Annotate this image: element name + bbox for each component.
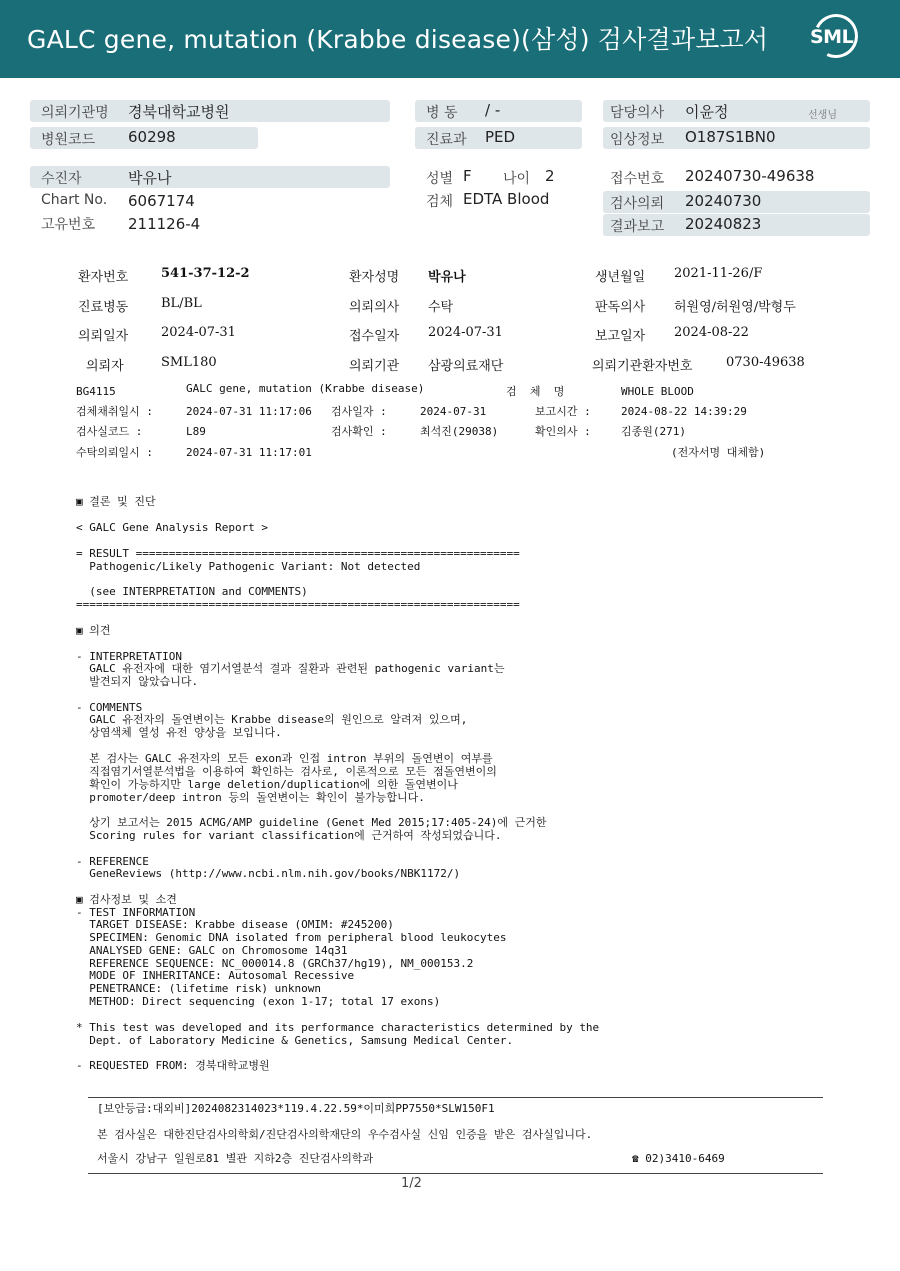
birth-label: 생년월일 (595, 270, 646, 285)
specimen-name-value: WHOLE BLOOD (621, 385, 694, 398)
collect-label: 검체채취일시 : (76, 405, 154, 418)
chart-no-value: 6067174 (128, 192, 195, 210)
birth-value: 2021-11-26/F (674, 266, 763, 281)
department-value: PED (485, 128, 516, 146)
confirm-value: 최석진(29038) (420, 425, 499, 438)
reference-line: GeneReviews (http://www.ncbi.nlm.nih.gov/books/NBK1172/) (76, 867, 461, 880)
esign-note: (전자서명 대체함) (671, 446, 766, 459)
interp-line-1: GALC 유전자에 대한 염기서열분석 결과 질환과 관련된 pathogenic variant는 (76, 662, 505, 675)
note-line-1: * This test was developed and its performance characteristics determined by the (76, 1021, 600, 1034)
comments-head: - COMMENTS (76, 701, 143, 714)
hospital-code-label: 병원코드 (41, 132, 96, 148)
department-label: 진료과 (426, 132, 467, 148)
test-name: GALC gene, mutation (Krabbe disease) (186, 382, 425, 395)
specimen-name-label: 검 체 명 (506, 385, 565, 398)
req-date-label: 의뢰일자 (78, 329, 129, 344)
test-info-line-6: PENETRANCE: (lifetime risk) unknown (76, 982, 322, 995)
requester-label: 의뢰자 (86, 359, 124, 374)
age-label: 나이 (503, 171, 531, 187)
sex-label: 성별 (426, 171, 454, 187)
lab-code-label: 검사실코드 : (76, 425, 143, 438)
req-date-value: 2024-07-31 (161, 325, 236, 340)
rep-date-label: 보고일자 (595, 329, 646, 344)
report-date-label: 결과보고 (610, 219, 665, 235)
certification-line: 본 검사실은 대한진단검사의학회/진단검사의학재단의 우수검사실 신임 인증을 받은 검사실입니다. (97, 1128, 593, 1141)
reference-head: - REFERENCE (76, 855, 149, 868)
patient-name-label: 환자성명 (349, 270, 400, 285)
clinical-label: 임상정보 (610, 132, 665, 148)
consign-label: 수탁의뢰일시 : (76, 446, 154, 459)
patient-pill (30, 166, 390, 188)
sex-value: F (463, 167, 472, 185)
rec-date-label: 접수일자 (349, 329, 400, 344)
unique-no-label: 고유번호 (41, 217, 96, 233)
hospital-code-value: 60298 (128, 128, 176, 146)
address-line: 서울시 강남구 일원로81 별관 지하2층 진단검사의학과 (97, 1152, 374, 1165)
report-title: GALC gene, mutation (Krabbe disease)(삼성) 검사결과보고서 (27, 25, 769, 54)
doctor-value: 이윤정 (685, 103, 729, 121)
inst-patient-no-label: 의뢰기관환자번호 (592, 359, 693, 374)
patient-no-value: 541-37-12-2 (161, 266, 250, 281)
age-value: 2 (545, 167, 555, 185)
clinical-value: O187S1BN0 (685, 128, 776, 146)
collect-value: 2024-07-31 11:17:06 (186, 405, 312, 418)
test-date-label: 검사일자 : (331, 405, 387, 418)
section-opinion: ▣ 의견 (76, 624, 111, 637)
reader-value: 허원영/허원영/박형두 (674, 300, 796, 315)
section-conclusion: ▣ 결론 및 진단 (76, 495, 156, 508)
ward-label: 병 동 (426, 105, 458, 121)
comments-line-3: 본 검사는 GALC 유전자의 모든 exon과 인접 intron 부위의 돌연변이 여부를 (76, 752, 493, 765)
phone-line: ☎ 02)3410-6469 (632, 1152, 725, 1165)
header-bar (0, 0, 900, 78)
lab-code-value: L89 (186, 425, 206, 438)
comments-line-5: 확인이 가능하지만 large deletion/duplication에 의한 돌연변이나 (76, 778, 458, 791)
specimen-label: 검체 (426, 194, 454, 210)
test-date-value: 2024-07-31 (420, 405, 487, 418)
footer-divider-top (88, 1097, 823, 1098)
page-number: 1/2 (401, 1176, 422, 1191)
chart-no-label: Chart No. (41, 192, 108, 208)
req-inst-value: 삼광의료재단 (428, 359, 504, 374)
inst-patient-no-value: 0730-49638 (726, 355, 805, 370)
doctor-suffix: 선생님 (808, 110, 837, 121)
comments-line-2: 상염색체 열성 유전 양상을 보입니다. (76, 726, 282, 739)
receipt-no-label: 접수번호 (610, 171, 665, 187)
result-end: =================================================================== (76, 598, 520, 611)
req-inst-label: 의뢰기관 (349, 359, 400, 374)
patient-name-value: 박유나 (428, 270, 466, 285)
receipt-no-value: 20240730-49638 (685, 167, 815, 185)
confirm-doc-value: 김종원(271) (621, 425, 686, 438)
doctor-label: 담당의사 (610, 105, 665, 121)
confirm-label: 검사확인 : (331, 425, 387, 438)
result-text: Pathogenic/Likely Pathogenic Variant: Not detected (76, 560, 421, 573)
request-date-value: 20240730 (685, 192, 762, 210)
ward-value: / - (485, 101, 501, 119)
comments-line-8: Scoring rules for variant classification에 근거하여 작성되었습니다. (76, 829, 502, 842)
reader-label: 판독의사 (595, 300, 646, 315)
test-info-line-3: ANALYSED GENE: GALC on Chromosome 14q31 (76, 944, 348, 957)
comments-line-7: 상기 보고서는 2015 ACMG/AMP guideline (Genet Med 2015;17:405-24)에 근거한 (76, 816, 547, 829)
req-doctor-value: 수탁 (428, 300, 454, 315)
interp-line-2: 발견되지 않았습니다. (76, 675, 199, 688)
comments-line-6: promoter/deep intron 등의 돌연변이는 확인이 불가능합니다. (76, 791, 425, 804)
report-time-label: 보고시간 : (535, 405, 591, 418)
test-info-line-1: TARGET DISEASE: Krabbe disease (OMIM: #245200) (76, 918, 394, 931)
test-info-line-2: SPECIMEN: Genomic DNA isolated from peripheral blood leukocytes (76, 931, 507, 944)
result-line: = RESULT ========================================================== (76, 547, 520, 560)
section-test-info: ▣ 검사정보 및 소견 (76, 893, 177, 906)
report-date-value: 20240823 (685, 215, 762, 233)
logo-text: SML (810, 26, 854, 48)
note-line-2: Dept. of Laboratory Medicine & Genetics, Samsung Medical Center. (76, 1034, 514, 1047)
rep-date-value: 2024-08-22 (674, 325, 749, 340)
test-info-line-5: MODE OF INHERITANCE: Autosomal Recessive (76, 969, 355, 982)
specimen-value: EDTA Blood (463, 190, 550, 208)
analysis-report-title: < GALC Gene Analysis Report > (76, 521, 269, 534)
patient-label: 수진자 (41, 171, 82, 187)
patient-no-label: 환자번호 (78, 270, 129, 285)
test-info-head: - TEST INFORMATION (76, 906, 196, 919)
patient-value: 박유나 (128, 169, 172, 187)
sml-logo (808, 14, 866, 64)
institution-value: 경북대학교병원 (128, 103, 230, 121)
consign-value: 2024-07-31 11:17:01 (186, 446, 312, 459)
requester-value: SML180 (161, 355, 217, 370)
ward2-label: 진료병동 (78, 300, 129, 315)
requested-from: - REQUESTED FROM: 경북대학교병원 (76, 1059, 270, 1072)
ward2-value: BL/BL (161, 296, 202, 311)
interp-head: - INTERPRETATION (76, 650, 182, 663)
test-info-line-7: METHOD: Direct sequencing (exon 1-17; total 17 exons) (76, 995, 441, 1008)
rec-date-value: 2024-07-31 (428, 325, 503, 340)
req-doctor-label: 의뢰의사 (349, 300, 400, 315)
comments-line-4: 직접염기서열분석법을 이용하여 확인하는 검사로, 이론적으로 모든 점돌연변이의 (76, 765, 497, 778)
footer-divider-bottom (88, 1173, 823, 1174)
unique-no-value: 211126-4 (128, 215, 201, 233)
confirm-doc-label: 확인의사 : (535, 425, 591, 438)
report-time-value: 2024-08-22 14:39:29 (621, 405, 747, 418)
request-date-label: 검사의뢰 (610, 196, 665, 212)
result-see: (see INTERPRETATION and COMMENTS) (76, 585, 308, 598)
institution-label: 의뢰기관명 (41, 105, 109, 121)
comments-line-1: GALC 유전자의 돌연변이는 Krabbe disease의 원인으로 알려져 있으며, (76, 713, 468, 726)
test-code: BG4115 (76, 385, 116, 398)
security-line: [보안등급:대외비]2024082314023*119.4.22.59*이미희PP7550*SLW150F1 (97, 1102, 495, 1115)
test-info-line-4: REFERENCE SEQUENCE: NC_000014.8 (GRCh37/hg19), NM_000153.2 (76, 957, 474, 970)
